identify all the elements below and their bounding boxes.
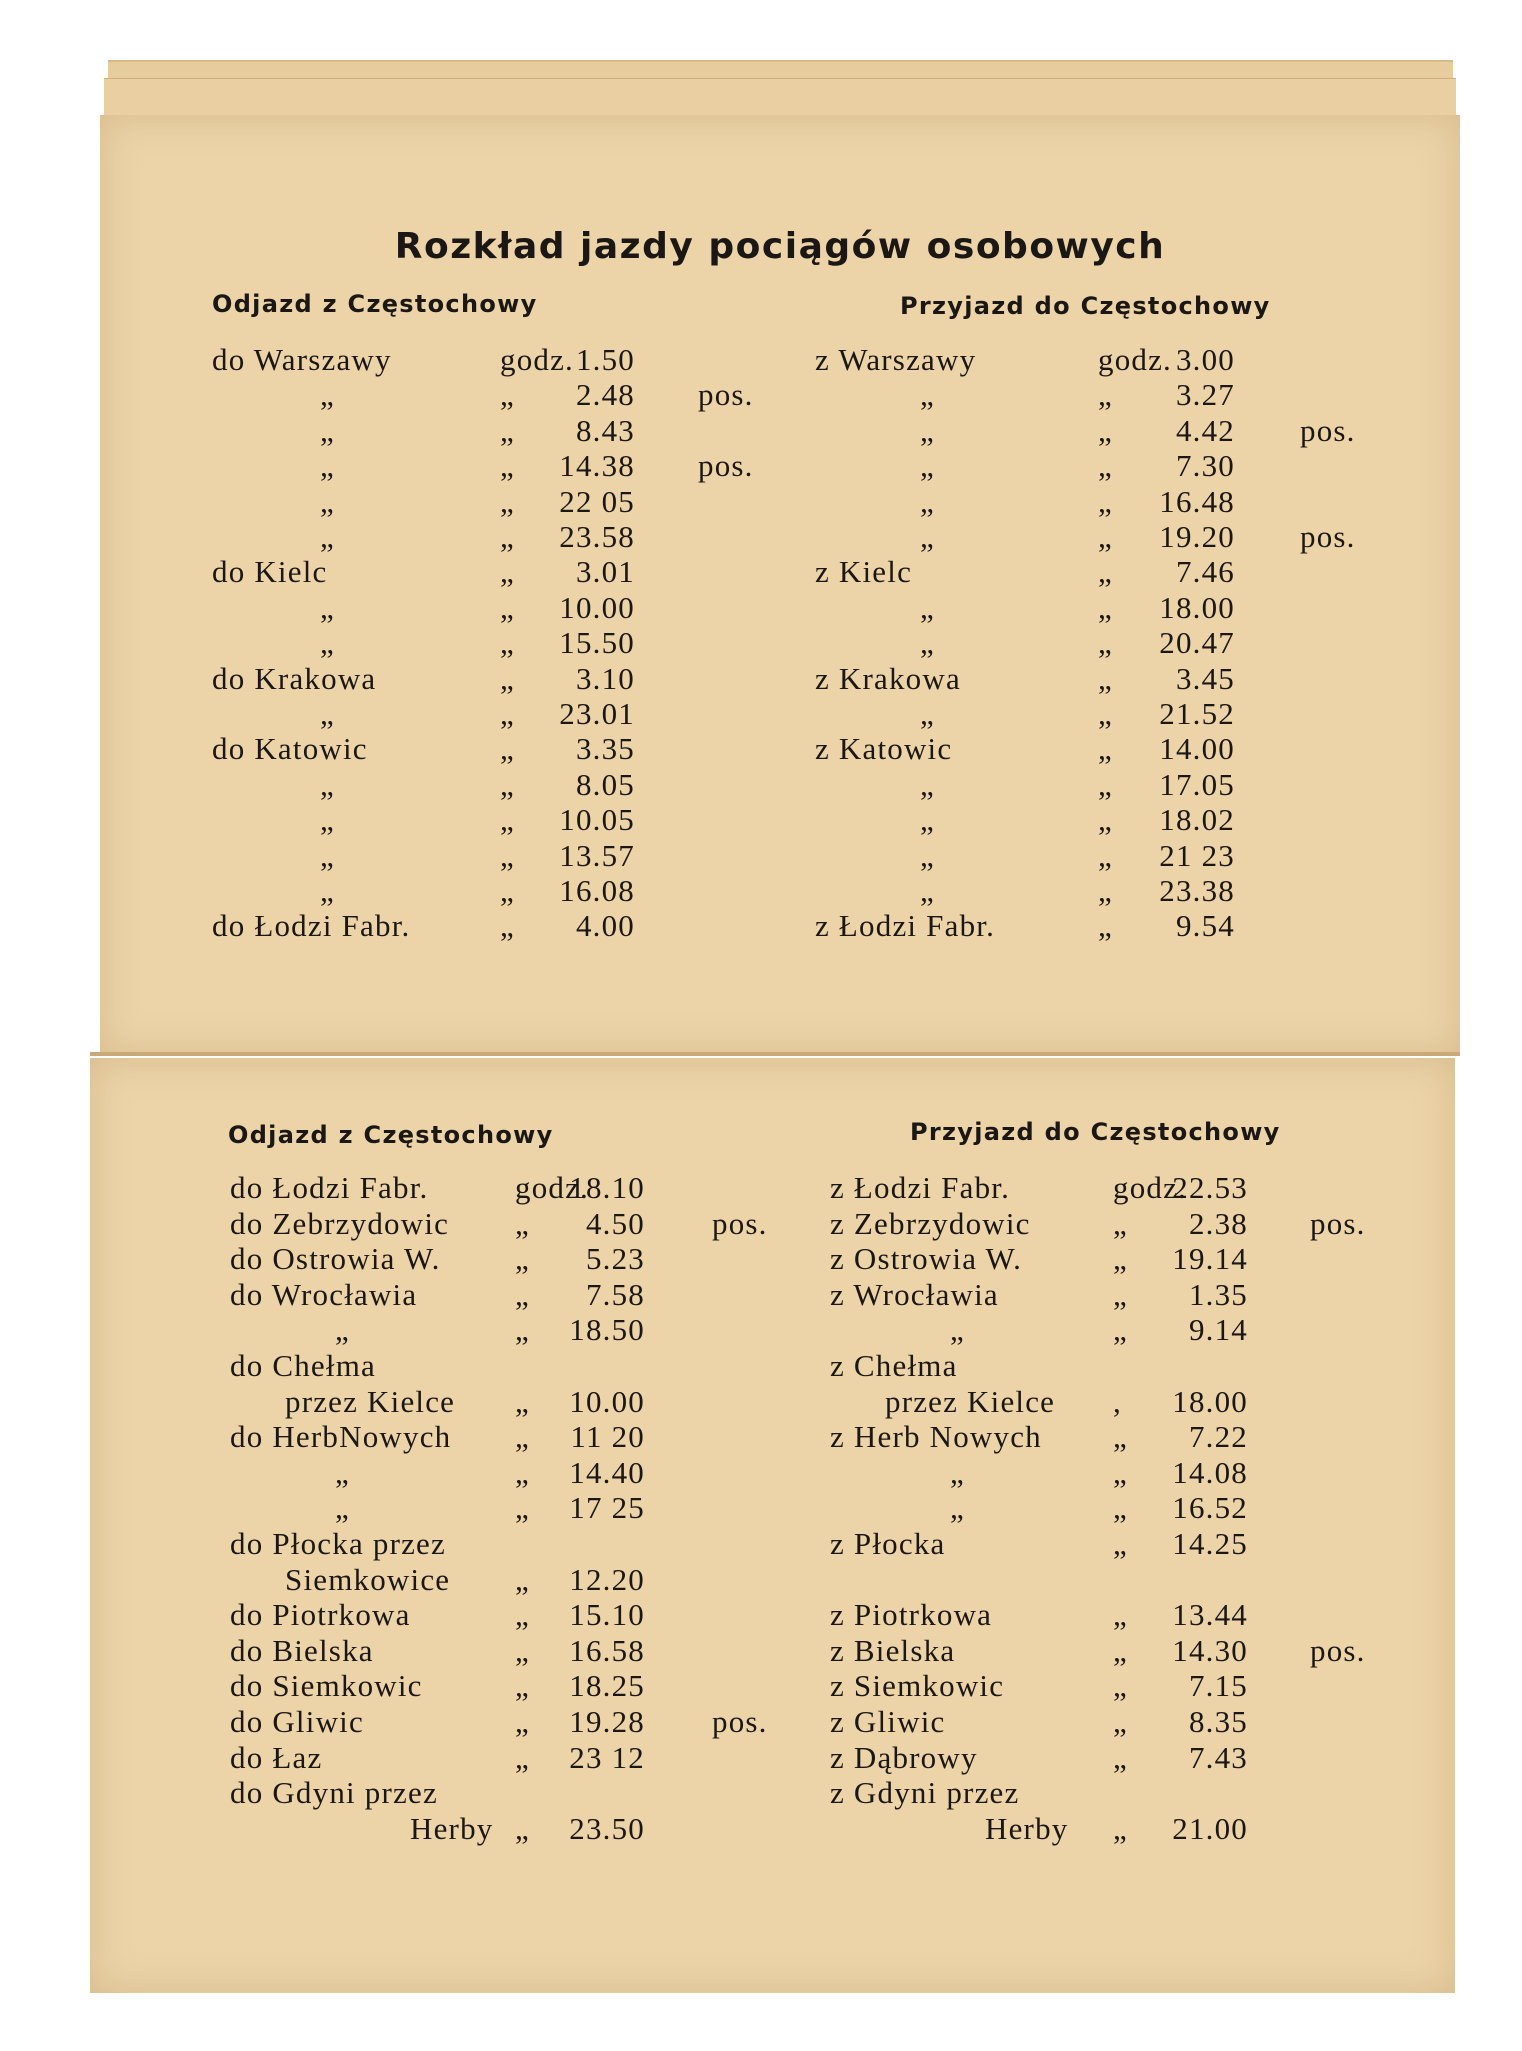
hour-label: , — [1113, 1383, 1122, 1419]
bottom-right-heading: Przyjazd do Częstochowy — [910, 1118, 1281, 1146]
departure-time: 23.01 — [559, 696, 635, 731]
station-name: do Warszawy — [212, 342, 392, 377]
station-name: do Siemkowic — [230, 1668, 423, 1704]
hour-label: „ — [1113, 1668, 1128, 1704]
station-name: „ — [920, 873, 935, 908]
station-name: „ — [320, 696, 335, 731]
station-name: „ — [320, 412, 335, 448]
departure-time: 2.38 — [1188, 1205, 1248, 1241]
departure-time: 5.23 — [585, 1241, 645, 1277]
departure-time: 18.02 — [1159, 802, 1235, 838]
hour-label: „ — [1113, 1241, 1128, 1277]
departure-time: 23.38 — [1159, 873, 1235, 908]
hour-label: „ — [500, 589, 515, 625]
departure-time: 7.22 — [1188, 1419, 1248, 1455]
hour-label: „ — [1098, 377, 1113, 413]
departure-time: 18.00 — [1172, 1383, 1248, 1419]
station-name: z Chełma — [830, 1348, 958, 1383]
hour-label: „ — [1098, 412, 1113, 448]
departure-time: 23.58 — [559, 519, 635, 554]
departure-time: 14.08 — [1172, 1454, 1248, 1490]
station-name: z Katowic — [815, 731, 953, 767]
hour-label: „ — [1098, 766, 1113, 802]
station-name: „ — [335, 1312, 350, 1348]
station-name: „ — [920, 412, 935, 448]
train-type-note: pos. — [698, 448, 754, 484]
departure-time: 16.58 — [569, 1632, 645, 1668]
station-name: „ — [950, 1454, 965, 1490]
hour-label: godz. — [500, 342, 575, 377]
departure-time: 18.25 — [569, 1668, 645, 1704]
departure-time: 18.00 — [1159, 589, 1235, 625]
station-name: do Łodzi Fabr. — [212, 908, 411, 944]
departure-time: 3.45 — [1175, 660, 1235, 696]
hour-label: „ — [500, 660, 515, 696]
departure-time: 7.43 — [1188, 1739, 1248, 1775]
station-name: „ — [950, 1312, 965, 1348]
hour-label: „ — [1098, 908, 1113, 944]
departure-time: 14.25 — [1172, 1526, 1248, 1561]
departure-time: 8.35 — [1188, 1704, 1248, 1739]
hour-label: „ — [500, 483, 515, 519]
hour-label: „ — [1098, 625, 1113, 661]
station-name: „ — [335, 1490, 350, 1526]
hour-label: „ — [1113, 1810, 1128, 1846]
hour-label: „ — [500, 802, 515, 838]
hour-label: „ — [500, 625, 515, 661]
hour-label: „ — [500, 837, 515, 873]
hour-label: „ — [515, 1490, 530, 1526]
departure-time: 4.42 — [1175, 412, 1235, 448]
station-name: „ — [320, 589, 335, 625]
hour-label: „ — [515, 1632, 530, 1668]
departure-time: 19.14 — [1172, 1241, 1248, 1277]
hour-label: „ — [500, 908, 515, 944]
departure-time: 3.10 — [575, 660, 635, 696]
station-name: do Krakowa — [212, 660, 377, 696]
hour-label: „ — [1113, 1312, 1128, 1348]
hour-label: godz. — [515, 1170, 590, 1205]
hour-label: „ — [1098, 873, 1113, 908]
station-name: z Gliwic — [830, 1704, 946, 1739]
station-name: Herby — [410, 1810, 494, 1846]
station-name: „ — [320, 448, 335, 484]
train-type-note: pos. — [1310, 1632, 1366, 1668]
bottom-left-heading: Odjazd z Częstochowy — [228, 1121, 554, 1149]
hour-label: „ — [515, 1454, 530, 1490]
station-name: „ — [320, 519, 335, 554]
departure-time: 3.01 — [575, 554, 635, 590]
departure-time: 22.53 — [1172, 1170, 1248, 1205]
station-name: do Łaz — [230, 1739, 323, 1775]
departure-time: 21 23 — [1159, 837, 1235, 873]
departure-time: 18.10 — [569, 1170, 645, 1205]
departure-time: 15.10 — [569, 1597, 645, 1633]
departure-time: 14.38 — [559, 448, 635, 484]
hour-label: „ — [515, 1739, 530, 1775]
hour-label: „ — [500, 519, 515, 554]
train-type-note: pos. — [698, 377, 754, 413]
hour-label: „ — [1113, 1526, 1128, 1561]
departure-time: 19.20 — [1159, 519, 1235, 554]
hour-label: „ — [1113, 1597, 1128, 1633]
station-name: z Gdyni przez — [830, 1775, 1020, 1811]
departure-time: 21.00 — [1172, 1810, 1248, 1846]
station-name: „ — [920, 483, 935, 519]
departure-time: 16.48 — [1159, 483, 1235, 519]
train-type-note: pos. — [1300, 412, 1356, 448]
station-name: Herby — [985, 1810, 1069, 1846]
departure-time: 23 12 — [569, 1739, 645, 1775]
train-type-note: pos. — [1300, 519, 1356, 554]
station-name: „ — [335, 1454, 350, 1490]
departure-time: 3.27 — [1175, 377, 1235, 413]
station-name: do Łodzi Fabr. — [230, 1170, 429, 1205]
departure-time: 12.20 — [569, 1561, 645, 1597]
hour-label: „ — [500, 766, 515, 802]
departure-time: 18.50 — [569, 1312, 645, 1348]
station-name: „ — [320, 837, 335, 873]
departure-time: 3.35 — [575, 731, 635, 767]
hour-label: „ — [500, 554, 515, 590]
hour-label: „ — [1098, 483, 1113, 519]
hour-label: „ — [515, 1241, 530, 1277]
station-name: „ — [320, 625, 335, 661]
train-type-note: pos. — [712, 1205, 768, 1241]
departure-time: 13.57 — [559, 837, 635, 873]
station-name: z Wrocławia — [830, 1276, 999, 1312]
hour-label: „ — [1098, 589, 1113, 625]
hour-label: „ — [500, 412, 515, 448]
station-name: z Kielc — [815, 554, 913, 590]
station-name: „ — [920, 766, 935, 802]
station-name: z Herb Nowych — [830, 1419, 1042, 1455]
departure-time: 10.00 — [569, 1383, 645, 1419]
hour-label: „ — [500, 696, 515, 731]
departure-time: 1.35 — [1188, 1276, 1248, 1312]
station-name: Siemkowice — [285, 1561, 451, 1597]
departure-time: 7.15 — [1188, 1668, 1248, 1704]
hour-label: „ — [515, 1205, 530, 1241]
departure-time: 9.54 — [1175, 908, 1235, 944]
station-name: z Zebrzydowic — [830, 1205, 1031, 1241]
departure-time: 13.44 — [1172, 1597, 1248, 1633]
station-name: do Ostrowia W. — [230, 1241, 441, 1277]
hour-label: „ — [1098, 696, 1113, 731]
hour-label: „ — [515, 1383, 530, 1419]
station-name: „ — [920, 448, 935, 484]
station-name: z Bielska — [830, 1632, 956, 1668]
station-name: do Chełma — [230, 1348, 376, 1383]
departure-time: 3.00 — [1175, 342, 1235, 377]
departure-time: 17.05 — [1159, 766, 1235, 802]
departure-time: 19.28 — [569, 1704, 645, 1739]
station-name: „ — [320, 377, 335, 413]
hour-label: „ — [1113, 1490, 1128, 1526]
station-name: z Płocka — [830, 1526, 946, 1561]
hour-label: „ — [515, 1704, 530, 1739]
hour-label: „ — [515, 1810, 530, 1846]
hour-label: „ — [500, 377, 515, 413]
hour-label: „ — [1113, 1454, 1128, 1490]
station-name: „ — [920, 837, 935, 873]
station-name: przez Kielce — [285, 1383, 456, 1419]
hour-label: „ — [1098, 519, 1113, 554]
station-name: do Gliwic — [230, 1704, 364, 1739]
station-name: z Dąbrowy — [830, 1739, 978, 1775]
station-name: „ — [920, 802, 935, 838]
departure-time: 14.00 — [1159, 731, 1235, 767]
station-name: do Zebrzydowic — [230, 1205, 450, 1241]
train-type-note: pos. — [1310, 1205, 1366, 1241]
departure-time: 7.58 — [585, 1276, 645, 1312]
hour-label: „ — [1113, 1276, 1128, 1312]
page-edge-middle — [104, 78, 1456, 119]
departure-time: 16.52 — [1172, 1490, 1248, 1526]
hour-label: „ — [1113, 1704, 1128, 1739]
hour-label: „ — [515, 1419, 530, 1455]
station-name: z Siemkowic — [830, 1668, 1005, 1704]
station-name: „ — [320, 873, 335, 908]
station-name: „ — [920, 589, 935, 625]
departure-time: 10.00 — [559, 589, 635, 625]
station-name: do Bielska — [230, 1632, 374, 1668]
train-type-note: pos. — [712, 1704, 768, 1739]
hour-label: „ — [500, 448, 515, 484]
station-name: z Krakowa — [815, 660, 961, 696]
station-name: z Piotrkowa — [830, 1597, 993, 1633]
hour-label: „ — [500, 731, 515, 767]
departure-time: 2.48 — [575, 377, 635, 413]
station-name: z Łodzi Fabr. — [815, 908, 996, 944]
station-name: z Ostrowia W. — [830, 1241, 1023, 1277]
hour-label: „ — [1113, 1739, 1128, 1775]
departure-time: 8.05 — [575, 766, 635, 802]
station-name: z Łodzi Fabr. — [830, 1170, 1011, 1205]
departure-time: 23.50 — [569, 1810, 645, 1846]
hour-label: „ — [1113, 1419, 1128, 1455]
departure-time: 14.30 — [1172, 1632, 1248, 1668]
departure-time: 4.50 — [585, 1205, 645, 1241]
hour-label: „ — [515, 1668, 530, 1704]
hour-label: „ — [515, 1312, 530, 1348]
departure-time: 4.00 — [575, 908, 635, 944]
station-name: do Katowic — [212, 731, 368, 767]
station-name: do HerbNowych — [230, 1419, 452, 1455]
hour-label: „ — [1098, 660, 1113, 696]
hour-label: „ — [515, 1276, 530, 1312]
booklet-fold — [90, 1052, 1460, 1056]
hour-label: godz. — [1098, 342, 1173, 377]
station-name: „ — [920, 696, 935, 731]
departure-time: 11 20 — [570, 1419, 645, 1455]
departure-time: 22 05 — [559, 483, 635, 519]
departure-time: 20.47 — [1159, 625, 1235, 661]
station-name: „ — [320, 766, 335, 802]
hour-label: godz. — [1113, 1170, 1188, 1205]
top-right-heading: Przyjazd do Częstochowy — [900, 292, 1271, 320]
hour-label: „ — [515, 1561, 530, 1597]
departure-time: 9.14 — [1188, 1312, 1248, 1348]
hour-label: „ — [500, 873, 515, 908]
departure-time: 8.43 — [575, 412, 635, 448]
station-name: przez Kielce — [885, 1383, 1056, 1419]
departure-time: 15.50 — [559, 625, 635, 661]
top-left-heading: Odjazd z Częstochowy — [212, 290, 538, 318]
station-name: do Piotrkowa — [230, 1597, 411, 1633]
hour-label: „ — [1113, 1205, 1128, 1241]
station-name: do Gdyni przez — [230, 1775, 438, 1811]
departure-time: 7.46 — [1175, 554, 1235, 590]
hour-label: „ — [1098, 802, 1113, 838]
departure-time: 17 25 — [569, 1490, 645, 1526]
departure-time: 21.52 — [1159, 696, 1235, 731]
station-name: „ — [320, 483, 335, 519]
station-name: „ — [920, 377, 935, 413]
hour-label: „ — [1113, 1632, 1128, 1668]
station-name: „ — [920, 625, 935, 661]
departure-time: 16.08 — [559, 873, 635, 908]
hour-label: „ — [515, 1597, 530, 1633]
station-name: „ — [320, 802, 335, 838]
departure-time: 10.05 — [559, 802, 635, 838]
hour-label: „ — [1098, 448, 1113, 484]
station-name: do Kielc — [212, 554, 328, 590]
hour-label: „ — [1098, 554, 1113, 590]
station-name: do Wrocławia — [230, 1276, 418, 1312]
station-name: „ — [920, 519, 935, 554]
timetable-title: Rozkład jazdy pociągów osobowych — [394, 226, 1166, 267]
hour-label: „ — [1098, 731, 1113, 767]
station-name: do Płocka przez — [230, 1526, 446, 1561]
station-name: „ — [950, 1490, 965, 1526]
departure-time: 14.40 — [569, 1454, 645, 1490]
hour-label: „ — [1098, 837, 1113, 873]
departure-time: 1.50 — [575, 342, 635, 377]
station-name: z Warszawy — [815, 342, 977, 377]
departure-time: 7.30 — [1175, 448, 1235, 484]
